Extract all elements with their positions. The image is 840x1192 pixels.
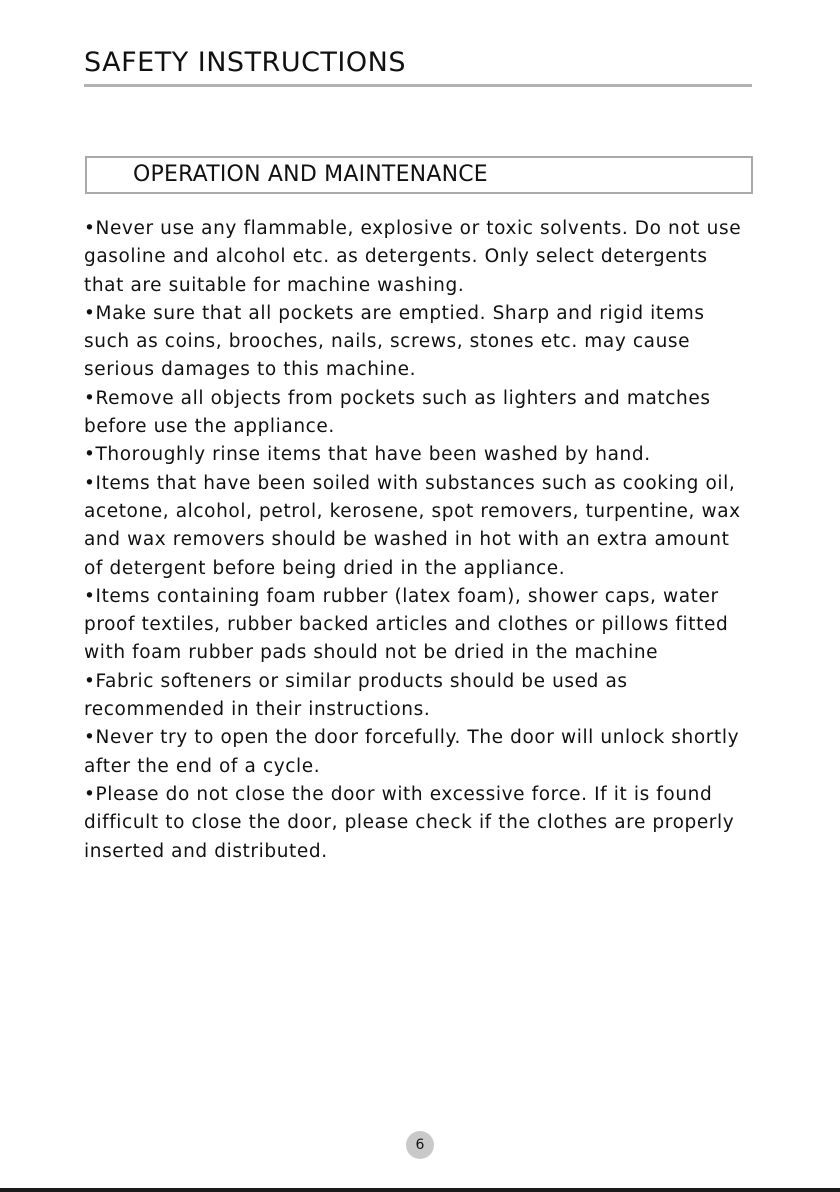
section-heading-box [85, 156, 753, 194]
instruction-item-fabric-softeners: •Fabric softeners or similar products should be used as recommended in their instructions. [84, 670, 628, 721]
section-heading: OPERATION AND MAINTENANCE [133, 162, 488, 187]
instruction-list [84, 215, 754, 866]
instruction-item-foam-rubber: •Items containing foam rubber (latex foam), shower caps, water proof textiles, rubber backed articles and clothes or pillows fitted with foam rubber pads should not be dried in the machine [84, 585, 729, 664]
instruction-item-door-close: •Please do not close the door with excessive force. If it is found difficult to close the door, please check if the clothes are properly inserted and distributed. [84, 783, 735, 862]
instruction-item-rinse-hand-washed: •Thoroughly rinse items that have been washed by hand. [84, 444, 651, 466]
instruction-item-pockets-emptied: •Make sure that all pockets are emptied. Sharp and rigid items such as coins, brooches, nails, screws, stones etc. may cause serious damages to this machine. [84, 302, 705, 381]
instruction-item-door-forcefully: •Never try to open the door forcefully. The door will unlock shortly after the end of a cycle. [84, 727, 740, 777]
title-underline [84, 84, 752, 87]
instruction-item-remove-objects: •Remove all objects from pockets such as lighters and matches before use the appliance. [84, 387, 711, 438]
bottom-border [0, 1188, 840, 1192]
instruction-item-solvents: •Never use any flammable, explosive or toxic solvents. Do not use gasoline and alcohol etc. as detergents. Only select detergents that are suitable for machine washing. [84, 218, 742, 296]
page-number-badge: 6 [406, 1131, 434, 1159]
page-title: SAFETY INSTRUCTIONS [84, 47, 406, 78]
instruction-item-soiled-items: •Items that have been soiled with substances such as cooking oil, acetone, alcohol, petrol, kerosene, spot removers, turpentine, wax and wax removers should be washed in hot with an extra amount of detergent before being dried in the appliance. [84, 472, 741, 579]
